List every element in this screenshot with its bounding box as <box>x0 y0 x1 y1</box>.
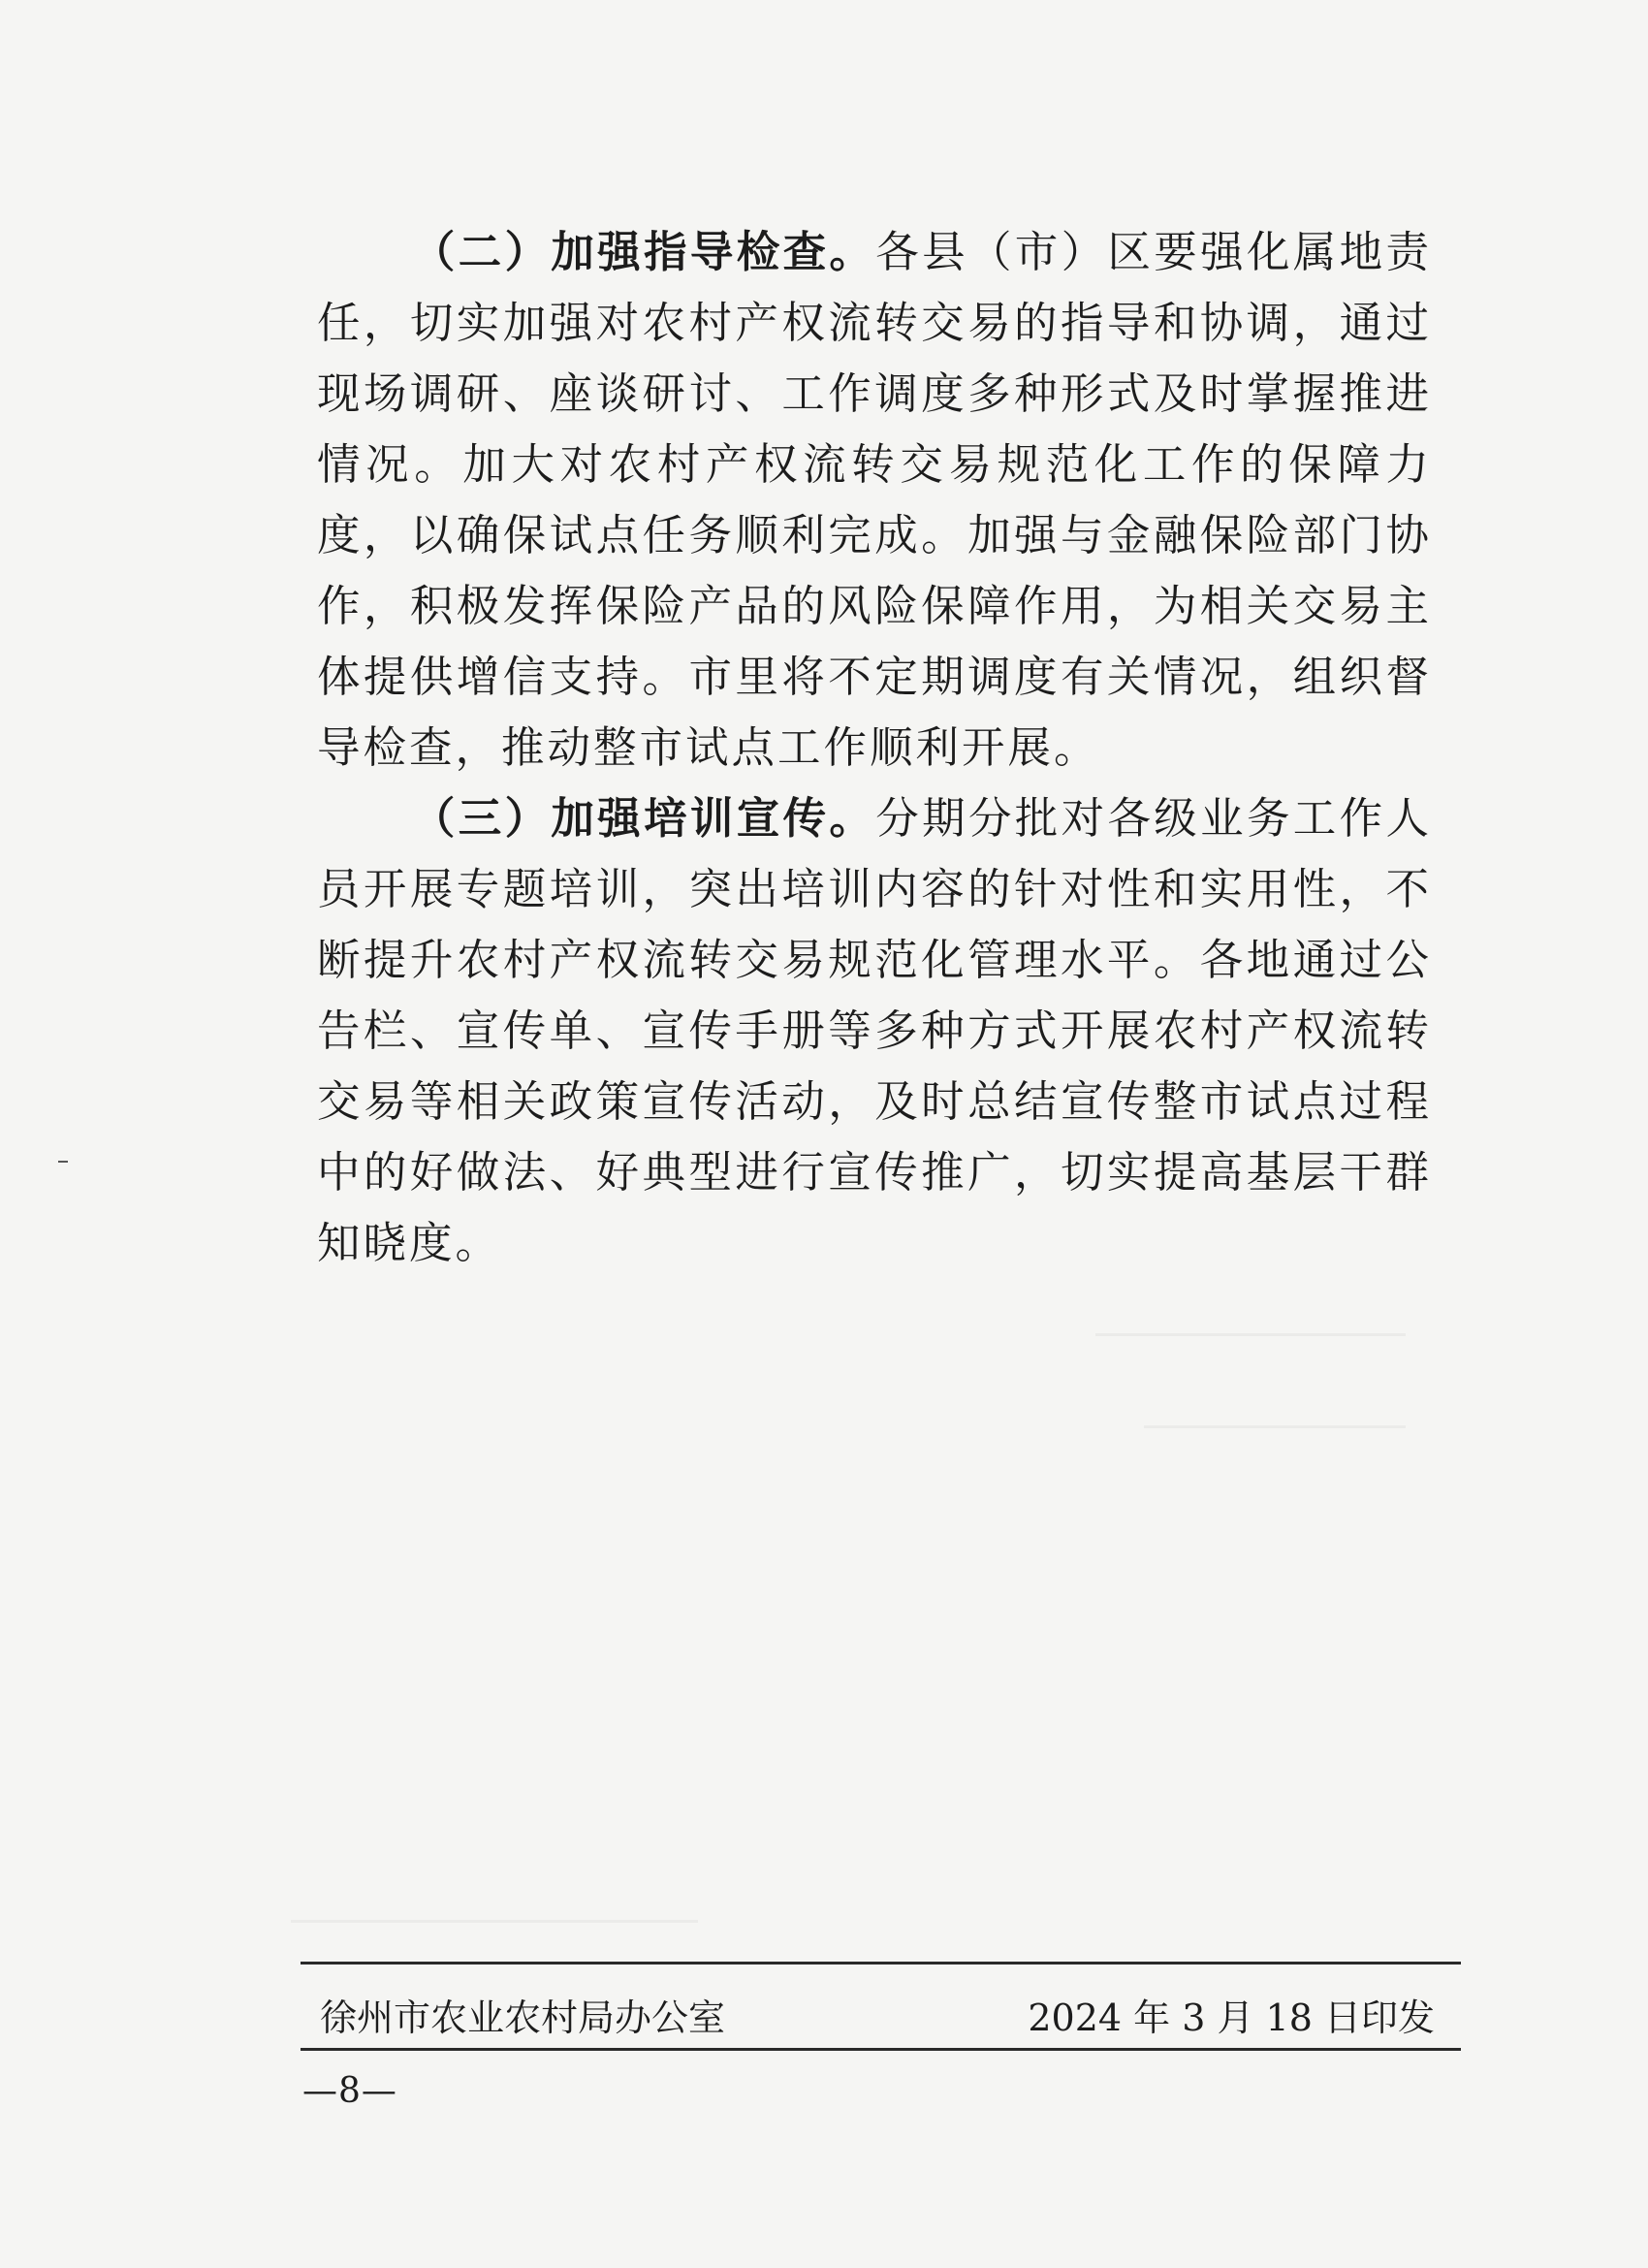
footer-top-rule <box>301 1962 1461 1965</box>
document-body <box>317 217 1432 1279</box>
paragraph-training-publicity <box>317 783 1432 1279</box>
bleed-through-mark <box>291 1920 698 1923</box>
bleed-through-mark <box>1144 1425 1406 1428</box>
paragraph-heading: （三）加强培训宣传。 <box>411 793 876 844</box>
paragraph-text: 各县（市）区要强化属地责任，切实加强对农村产权流转交易的指导和协调，通过现场调研、座谈研讨、工作调度多种形式及时掌握推进情况。加大对农村产权流转交易规范化工作的保障力度，以确保试点任务顺利完成。加强与金融保险部门协作，积极发挥保险产品的风险保障作用，为相关交易主体提供增信支持。市里将不定期调度有关情况，组织督导检查，推动整市试点工作顺利开展。 <box>317 228 1432 773</box>
paragraph-guidance-inspection <box>317 217 1432 783</box>
issuer-name: 徐州市农业农村局办公室 <box>320 1996 726 2039</box>
page-number: —8— <box>302 2071 397 2111</box>
scan-mark <box>58 1161 68 1163</box>
paragraph-text: 分期分批对各级业务工作人员开展专题培训，突出培训内容的针对性和实用性，不断提升农村产权流转交易规范化管理水平。各地通过公告栏、宣传单、宣传手册等多种方式开展农村产权流转交易等相关政策宣传活动，及时总结宣传整市试点过程中的好做法、好典型进行宣传推广，切实提高基层干群知晓度。 <box>317 794 1432 1268</box>
footer-bottom-rule <box>301 2048 1461 2051</box>
paragraph-heading: （二）加强指导检查。 <box>411 227 876 277</box>
bleed-through-mark <box>1095 1333 1406 1336</box>
issue-date: 2024 年 3 月 18 日印发 <box>1028 1996 1435 2039</box>
issuance-line <box>320 1988 1435 2041</box>
